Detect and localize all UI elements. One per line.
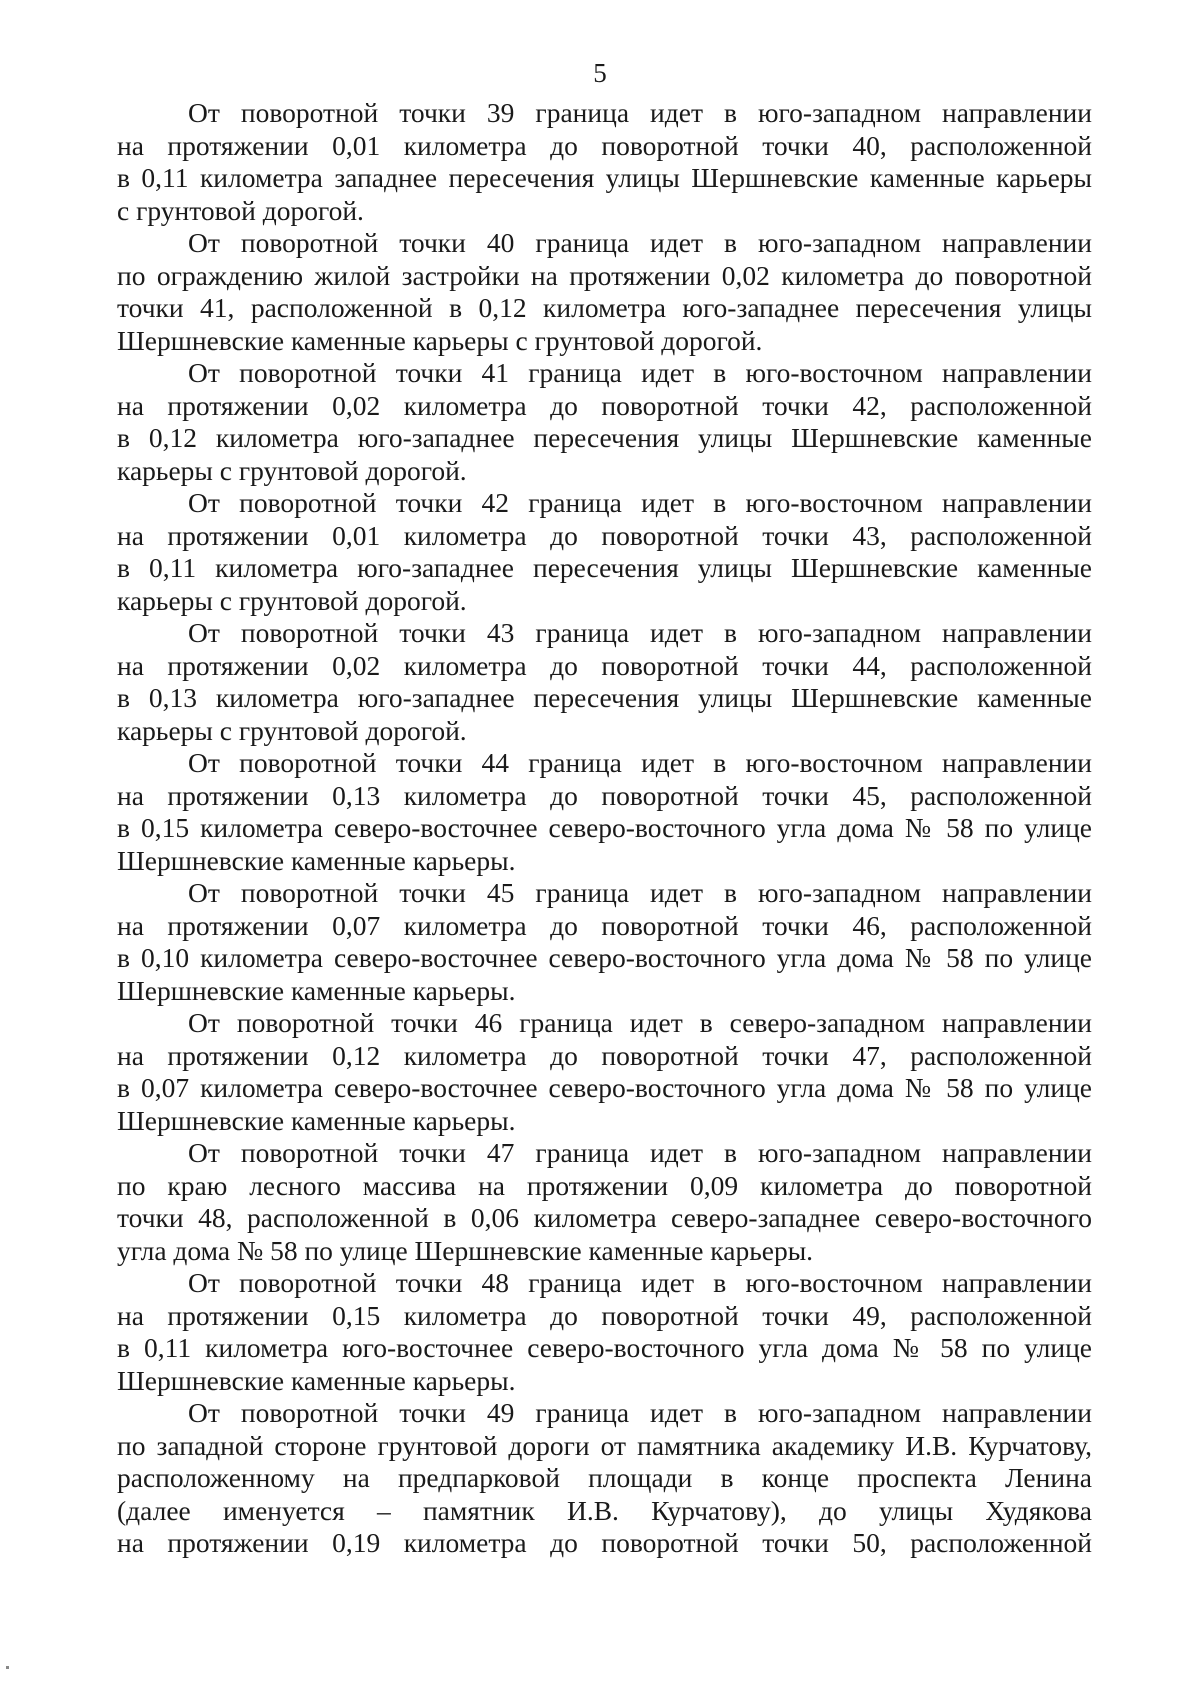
text-line: в 0,13 километра юго-западнее пересечения улицы Шершневские каменные xyxy=(117,682,1092,713)
text-line: на протяжении 0,12 километра до поворотной точки 47, расположенной xyxy=(117,1039,1092,1071)
text-line: От поворотной точки 49 граница идет в юго-западном направлении xyxy=(188,1397,1092,1428)
text-line: Шершневские каменные карьеры. xyxy=(117,1364,516,1396)
text-line: по западной стороне грунтовой дороги от памятника академику И.В. Курчатову, xyxy=(117,1429,1092,1461)
paragraph xyxy=(117,1007,1092,1137)
text-line: в 0,10 километра северо-восточнее северо-восточного угла дома № 58 по улице xyxy=(117,942,1092,973)
text-line: От поворотной точки 39 граница идет в юго-западном направлении xyxy=(188,97,1092,128)
text-line: в 0,11 километра западнее пересечения улицы Шершневские каменные карьеры xyxy=(117,162,1092,193)
text-line: Шершневские каменные карьеры. xyxy=(117,974,516,1006)
text-line: на протяжении 0,07 километра до поворотной точки 46, расположенной xyxy=(117,909,1092,941)
page-number: 5 xyxy=(593,58,607,88)
text-line: в 0,07 километра северо-восточнее северо-восточного угла дома № 58 по улице xyxy=(117,1072,1092,1103)
paragraph xyxy=(117,97,1092,227)
paragraph xyxy=(117,227,1092,357)
text-line: карьеры с грунтовой дорогой. xyxy=(117,584,467,616)
text-line: по ограждению жилой застройки на протяжении 0,02 километра до поворотной xyxy=(117,259,1092,291)
text-line: Шершневские каменные карьеры. xyxy=(117,1104,516,1136)
text-line: От поворотной точки 42 граница идет в юго-восточном направлении xyxy=(188,487,1092,518)
text-line: в 0,15 километра северо-восточнее северо-восточного угла дома № 58 по улице xyxy=(117,812,1092,843)
text-line: расположенному на предпарковой площади в конце проспекта Ленина xyxy=(117,1462,1092,1493)
text-line: на протяжении 0,02 километра до поворотной точки 42, расположенной xyxy=(117,389,1092,421)
text-line: Шершневские каменные карьеры. xyxy=(117,844,516,876)
text-line: От поворотной точки 41 граница идет в юго-восточном направлении xyxy=(188,357,1092,388)
text-line: в 0,11 километра юго-восточнее северо-восточного угла дома № 58 по улице xyxy=(117,1332,1092,1363)
text-line: на протяжении 0,15 километра до поворотной точки 49, расположенной xyxy=(117,1299,1092,1331)
paragraph xyxy=(117,487,1092,617)
paragraph xyxy=(117,617,1092,747)
text-line: угла дома № 58 по улице Шершневские каменные карьеры. xyxy=(117,1234,814,1266)
text-line: От поворотной точки 47 граница идет в юго-западном направлении xyxy=(188,1137,1092,1168)
text-line: точки 48, расположенной в 0,06 километра северо-западнее северо-восточного xyxy=(117,1202,1092,1233)
text-line: От поворотной точки 48 граница идет в юго-восточном направлении xyxy=(188,1267,1092,1298)
text-line: карьеры с грунтовой дорогой. xyxy=(117,714,467,746)
text-line: на протяжении 0,13 километра до поворотной точки 45, расположенной xyxy=(117,779,1092,811)
text-line: на протяжении 0,02 километра до поворотной точки 44, расположенной xyxy=(117,649,1092,681)
paragraph xyxy=(117,1267,1092,1397)
text-line: с грунтовой дорогой. xyxy=(117,194,364,226)
text-line: От поворотной точки 40 граница идет в юго-западном направлении xyxy=(188,227,1092,258)
text-line: на протяжении 0,01 километра до поворотной точки 40, расположенной xyxy=(117,129,1092,161)
document-body xyxy=(117,97,1092,1560)
paragraph xyxy=(117,877,1092,1007)
text-line: точки 41, расположенной в 0,12 километра юго-западнее пересечения улицы xyxy=(117,292,1092,323)
text-line: От поворотной точки 43 граница идет в юго-западном направлении xyxy=(188,617,1092,648)
text-line: (далее именуется – памятник И.В. Курчатову), до улицы Худякова xyxy=(117,1494,1092,1526)
paragraph xyxy=(117,747,1092,877)
paragraph xyxy=(117,357,1092,487)
text-line: на протяжении 0,01 километра до поворотной точки 43, расположенной xyxy=(117,519,1092,551)
text-line: карьеры с грунтовой дорогой. xyxy=(117,454,467,486)
text-line: От поворотной точки 45 граница идет в юго-западном направлении xyxy=(188,877,1092,908)
text-line: в 0,12 километра юго-западнее пересечения улицы Шершневские каменные xyxy=(117,422,1092,453)
paragraph xyxy=(117,1137,1092,1267)
text-line: Шершневские каменные карьеры с грунтовой дорогой. xyxy=(117,324,763,356)
text-line: по краю лесного массива на протяжении 0,09 километра до поворотной xyxy=(117,1169,1092,1201)
scan-margin-mark xyxy=(6,1666,9,1669)
text-line: От поворотной точки 44 граница идет в юго-восточном направлении xyxy=(188,747,1092,778)
text-line: От поворотной точки 46 граница идет в северо-западном направлении xyxy=(188,1007,1092,1038)
text-line: на протяжении 0,19 километра до поворотной точки 50, расположенной xyxy=(117,1527,1092,1558)
paragraph xyxy=(117,1397,1092,1560)
text-line: в 0,11 километра юго-западнее пересечения улицы Шершневские каменные xyxy=(117,552,1092,583)
